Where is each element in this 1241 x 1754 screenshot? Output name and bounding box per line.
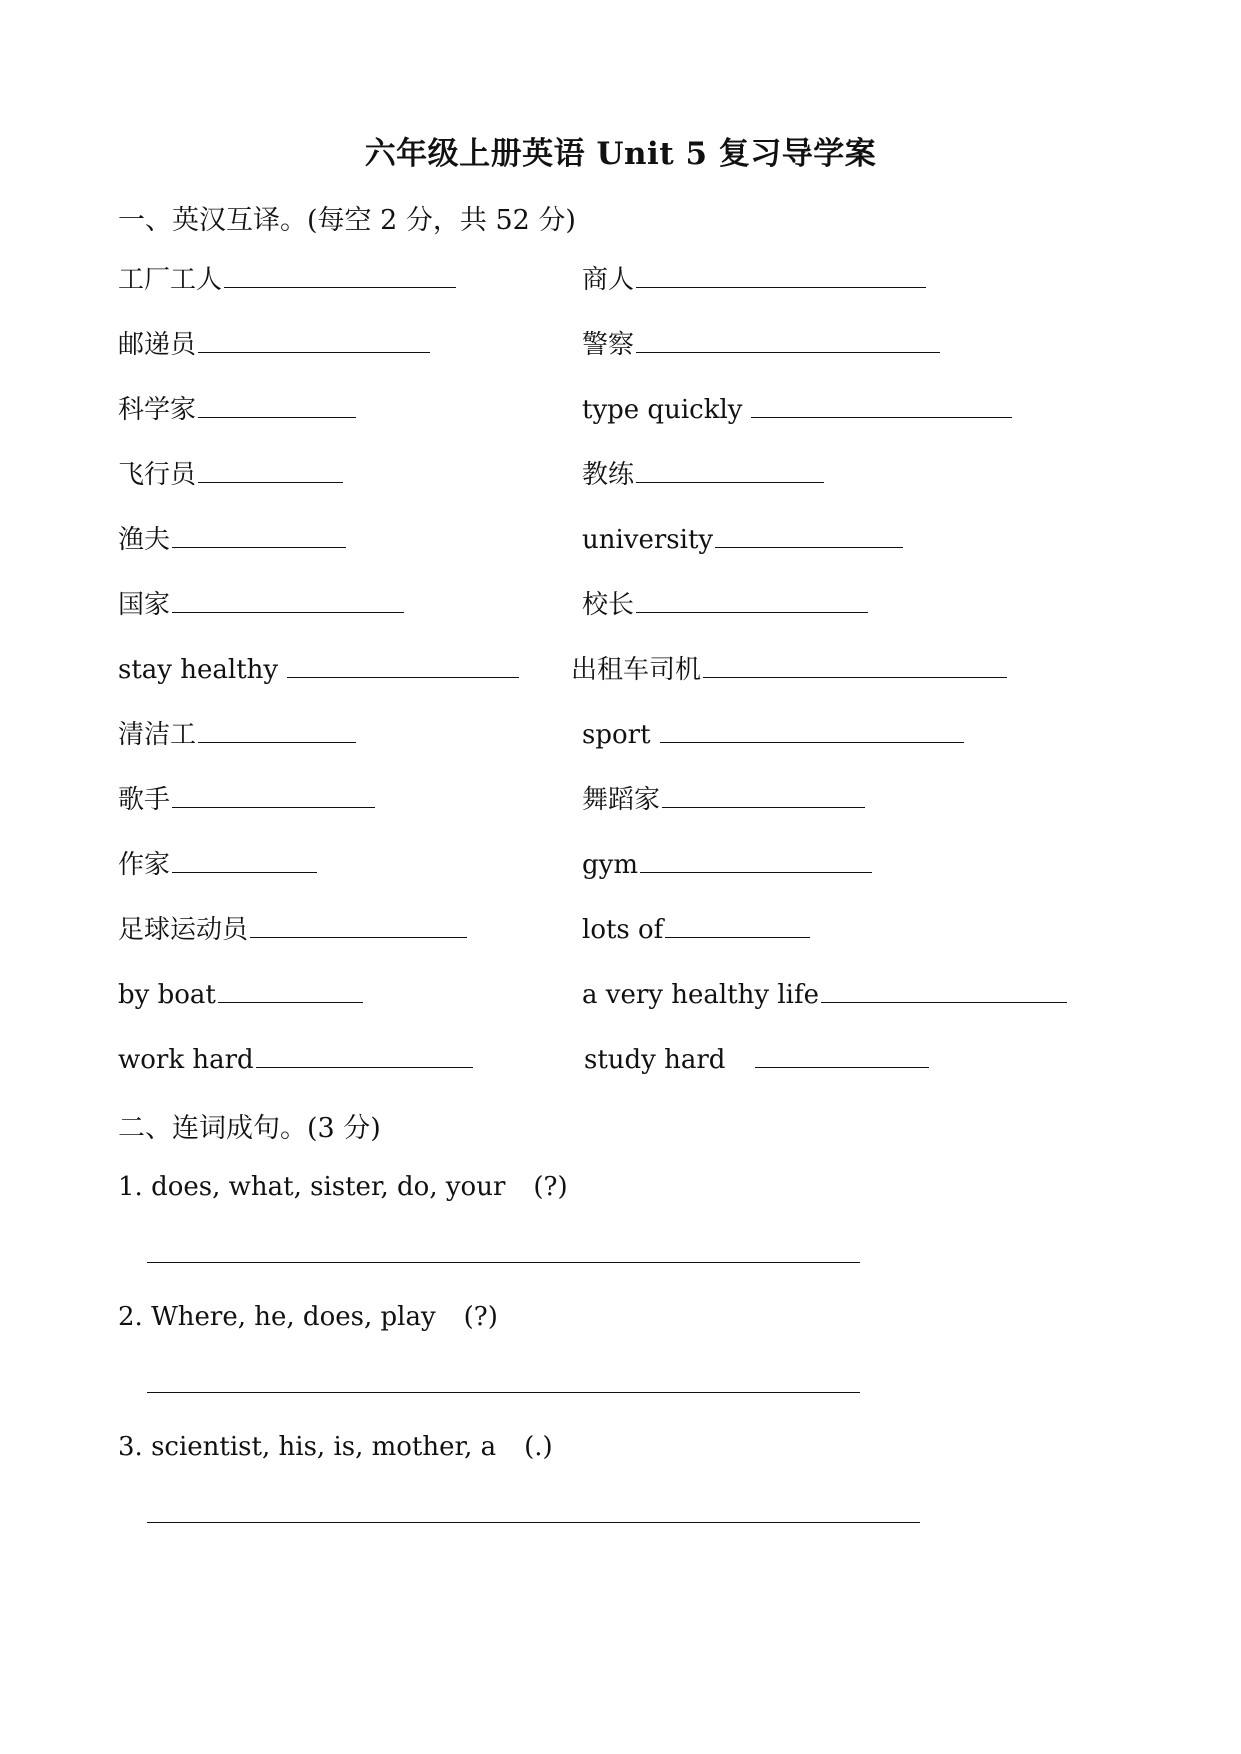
vocab-item-left bbox=[118, 978, 363, 1011]
vocab-item-left bbox=[118, 1043, 473, 1076]
vocab-item-left bbox=[118, 523, 346, 556]
vocab-item-right bbox=[571, 653, 1007, 686]
answer-blank[interactable] bbox=[172, 848, 317, 873]
vocab-item-left bbox=[118, 458, 343, 491]
answer-blank[interactable] bbox=[715, 523, 903, 548]
vocab-item-right bbox=[582, 588, 868, 621]
answer-blank[interactable] bbox=[660, 718, 964, 743]
question-3 bbox=[118, 1432, 553, 1462]
vocab-item-left bbox=[118, 913, 467, 946]
vocab-prompt: 出租车司机 bbox=[571, 655, 702, 685]
vocab-item-left bbox=[118, 393, 356, 426]
answer-blank[interactable] bbox=[636, 263, 926, 288]
vocab-prompt: university bbox=[582, 525, 714, 555]
vocab-prompt: study hard bbox=[584, 1045, 726, 1075]
vocab-item-right bbox=[582, 523, 903, 556]
vocab-prompt: stay healthy bbox=[118, 655, 279, 685]
answer-blank[interactable] bbox=[636, 588, 868, 613]
vocab-item-left bbox=[118, 263, 456, 296]
vocab-prompt: type quickly bbox=[582, 395, 743, 425]
answer-blank[interactable] bbox=[665, 913, 810, 938]
answer-blank[interactable] bbox=[250, 913, 467, 938]
section-1-heading: 一、英汉互译。(每空 2 分，共 52 分) bbox=[118, 205, 576, 236]
answer-blank[interactable] bbox=[256, 1043, 473, 1068]
vocab-prompt: 校长 bbox=[582, 590, 635, 620]
vocab-prompt: a very healthy life bbox=[582, 980, 819, 1010]
answer-blank[interactable] bbox=[172, 523, 346, 548]
vocab-prompt: 国家 bbox=[118, 590, 171, 620]
answer-line-2[interactable] bbox=[147, 1392, 860, 1393]
vocab-item-left bbox=[118, 328, 430, 361]
vocab-item-right bbox=[582, 978, 1067, 1011]
question-2 bbox=[118, 1302, 498, 1332]
vocab-item-left bbox=[118, 848, 317, 881]
vocab-prompt: 科学家 bbox=[118, 395, 197, 425]
vocab-prompt: by boat bbox=[118, 980, 216, 1010]
answer-blank[interactable] bbox=[218, 978, 363, 1003]
vocab-item-right bbox=[582, 328, 940, 361]
section-2-heading: 二、连词成句。(3 分) bbox=[118, 1113, 381, 1144]
vocab-item-right bbox=[582, 393, 1012, 426]
answer-blank[interactable] bbox=[636, 328, 940, 353]
vocab-prompt: lots of bbox=[582, 915, 664, 945]
vocab-item-left bbox=[118, 718, 356, 751]
vocab-prompt: 清洁工 bbox=[118, 720, 197, 750]
vocab-prompt: gym bbox=[582, 850, 638, 880]
vocab-prompt: 商人 bbox=[582, 265, 635, 295]
vocab-item-right bbox=[584, 1043, 929, 1076]
vocab-item-right bbox=[582, 913, 810, 946]
answer-blank[interactable] bbox=[751, 393, 1012, 418]
vocab-prompt: 教练 bbox=[582, 460, 635, 490]
vocab-prompt: 工厂工人 bbox=[118, 265, 223, 295]
vocab-prompt: 警察 bbox=[582, 330, 635, 360]
answer-blank[interactable] bbox=[198, 328, 430, 353]
vocab-item-left bbox=[118, 653, 519, 686]
question-text: 3. scientist, his, is, mother, a bbox=[118, 1432, 497, 1462]
answer-blank[interactable] bbox=[287, 653, 519, 678]
answer-blank[interactable] bbox=[224, 263, 456, 288]
vocab-prompt: 渔夫 bbox=[118, 525, 171, 555]
answer-blank[interactable] bbox=[198, 458, 343, 483]
vocab-item-right bbox=[582, 718, 964, 751]
vocab-prompt: 作家 bbox=[118, 850, 171, 880]
answer-blank[interactable] bbox=[703, 653, 1007, 678]
vocab-item-right bbox=[582, 848, 872, 881]
question-text: 1. does, what, sister, do, your bbox=[118, 1172, 506, 1202]
answer-blank[interactable] bbox=[821, 978, 1067, 1003]
vocab-prompt: 飞行员 bbox=[118, 460, 197, 490]
answer-blank[interactable] bbox=[172, 588, 404, 613]
worksheet-title: 六年级上册英语 Unit 5 复习导学案 bbox=[364, 136, 877, 172]
answer-blank[interactable] bbox=[640, 848, 872, 873]
vocab-prompt: work hard bbox=[118, 1045, 254, 1075]
vocab-item-left bbox=[118, 783, 375, 816]
answer-blank[interactable] bbox=[172, 783, 375, 808]
answer-line-3[interactable] bbox=[147, 1522, 920, 1523]
answer-line-1[interactable] bbox=[147, 1262, 860, 1263]
question-text: 2. Where, he, does, play bbox=[118, 1302, 436, 1332]
answer-blank[interactable] bbox=[755, 1043, 929, 1068]
answer-blank[interactable] bbox=[198, 393, 356, 418]
vocab-prompt: 足球运动员 bbox=[118, 915, 249, 945]
question-1 bbox=[118, 1172, 568, 1202]
vocab-prompt: 邮递员 bbox=[118, 330, 197, 360]
answer-blank[interactable] bbox=[662, 783, 865, 808]
vocab-item-right bbox=[582, 263, 926, 296]
question-punctuation: (?) bbox=[533, 1172, 568, 1202]
answer-blank[interactable] bbox=[198, 718, 356, 743]
vocab-prompt: 歌手 bbox=[118, 785, 171, 815]
vocab-prompt: 舞蹈家 bbox=[582, 785, 661, 815]
vocab-item-right bbox=[582, 783, 865, 816]
answer-blank[interactable] bbox=[636, 458, 824, 483]
vocab-item-left bbox=[118, 588, 404, 621]
vocab-item-right bbox=[582, 458, 824, 491]
question-punctuation: (?) bbox=[463, 1302, 498, 1332]
vocab-prompt: sport bbox=[582, 720, 651, 750]
question-punctuation: (.) bbox=[524, 1432, 553, 1462]
